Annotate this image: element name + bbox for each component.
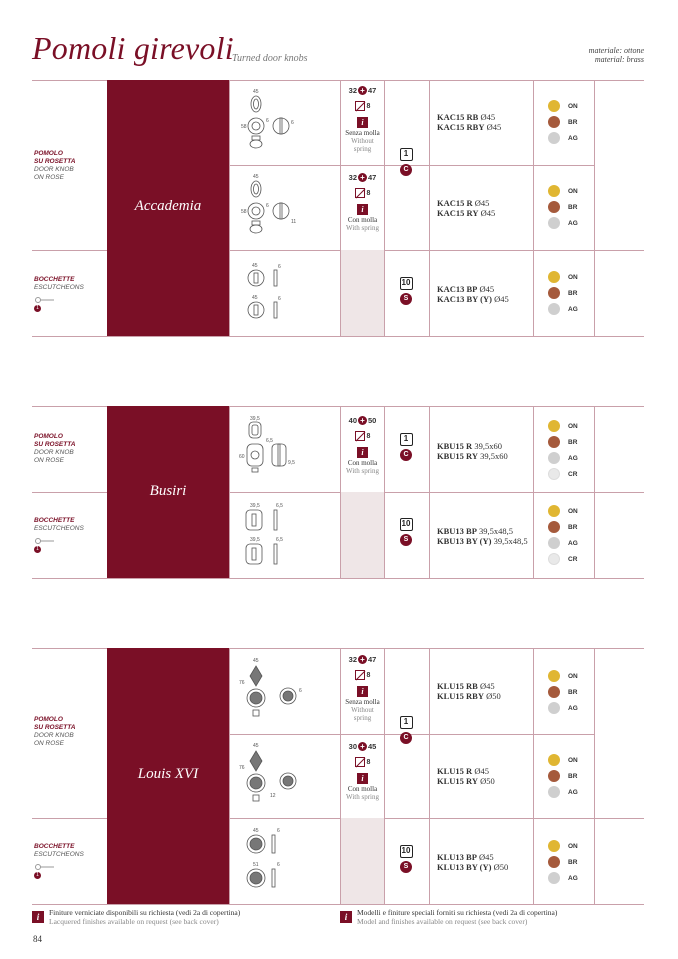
category-knob: POMOLO SU ROSETTA DOOR KNOB ON ROSE (34, 716, 76, 747)
svg-text:76: 76 (239, 765, 245, 771)
spec-background (340, 492, 384, 578)
category-knob: POMOLO SU ROSETTA DOOR KNOB ON ROSE (34, 433, 76, 464)
divider (32, 578, 644, 579)
svg-text:6: 6 (278, 296, 281, 302)
escutcheon-badge: 1 (34, 305, 41, 312)
footer-note-1: i Finiture verniciate disponibili su richiesta (vedi 2a di copertina) Lacquered finishes available on request (see back cover) (32, 909, 332, 926)
divider (429, 406, 430, 578)
product-codes: KAC15 R Ø45 KAC15 RY Ø45 (437, 198, 496, 218)
escutcheon-badge: 1 (34, 872, 41, 879)
svg-text:76: 76 (239, 680, 245, 686)
finish-list: ON BR AG (548, 98, 578, 146)
divider (32, 904, 644, 905)
svg-text:39,5: 39,5 (250, 537, 260, 543)
finish-list: ON BR AG CR (548, 418, 578, 482)
page-subtitle: Turned door knobs (232, 53, 308, 64)
svg-text:6: 6 (266, 203, 269, 209)
page-number: 84 (33, 934, 42, 944)
divider (229, 406, 230, 578)
svg-text:45: 45 (252, 295, 258, 301)
divider (594, 406, 595, 578)
svg-text:60: 60 (239, 454, 245, 460)
svg-text:6,5: 6,5 (266, 438, 273, 444)
product-codes: KAC13 BP Ø45 KAC13 BY (Y) Ø45 (437, 284, 509, 304)
divider (229, 80, 230, 336)
svg-text:6,5: 6,5 (276, 537, 283, 543)
divider (429, 648, 430, 904)
finish-list: ON BR AG (548, 269, 578, 317)
svg-text:6: 6 (291, 120, 294, 126)
category-escutcheon: BOCCHETTE ESCUTCHEONS (34, 843, 84, 858)
svg-text:39,5: 39,5 (250, 416, 260, 422)
model-block-louis-xvi (107, 648, 229, 904)
svg-text:6: 6 (278, 264, 281, 270)
pack-icon: 1 C (398, 148, 414, 176)
divider (533, 648, 534, 904)
divider (32, 336, 644, 337)
svg-text:6: 6 (277, 862, 280, 868)
svg-text:12: 12 (270, 793, 276, 799)
pack-icon: 10 S (398, 277, 414, 305)
svg-text:11: 11 (291, 219, 297, 225)
material-note (589, 46, 644, 64)
divider (229, 648, 230, 904)
svg-text:45: 45 (252, 263, 258, 269)
material-it: materiale: ottone (588, 46, 644, 55)
material-en: material: brass (594, 55, 644, 64)
svg-text:9,5: 9,5 (288, 460, 295, 466)
svg-text:58: 58 (241, 124, 247, 130)
category-escutcheon: BOCCHETTE ESCUTCHEONS (34, 276, 84, 291)
divider (429, 80, 430, 336)
divider (384, 406, 385, 578)
model-block-busiri (107, 406, 229, 578)
finish-list: ON BR AG (548, 183, 578, 231)
escutcheon-drawing (236, 826, 336, 898)
svg-text:6: 6 (299, 688, 302, 694)
spec-knob-1: 32 + 47 8 i Senza molla Without spring (345, 655, 380, 722)
spec-knob-1: 32 + 47 8 i Senza molla Without spring (345, 86, 380, 153)
pack-icon: 1 C (398, 716, 414, 744)
product-codes: KBU13 BP 39,5x48,5 KBU13 BY (Y) 39,5x48,5 (437, 526, 528, 546)
spec-background (340, 818, 384, 904)
svg-text:6: 6 (266, 118, 269, 124)
product-codes: KLU15 R Ø45 KLU15 RY Ø50 (437, 766, 495, 786)
knob-drawing (236, 173, 336, 245)
model-name: Accademia (134, 198, 202, 214)
knob-drawing (236, 741, 336, 815)
finish-list: ON BR AG (548, 752, 578, 800)
svg-text:6: 6 (277, 828, 280, 834)
svg-text:6,5: 6,5 (276, 503, 283, 509)
spec-knob-2: 32 + 47 8 i Con molla With spring (346, 173, 379, 232)
finish-list: ON BR AG (548, 838, 578, 886)
knob-drawing (236, 88, 336, 160)
product-codes: KBU15 R 39,5x60 KBU15 RY 39,5x60 (437, 441, 508, 461)
svg-text:45: 45 (253, 743, 259, 749)
finish-list: ON BR AG CR (548, 503, 578, 567)
product-codes: KAC15 RB Ø45 KAC15 RBY Ø45 (437, 112, 502, 132)
divider (594, 80, 595, 336)
spec-background (340, 250, 384, 336)
svg-text:45: 45 (253, 658, 259, 664)
page-title: Pomoli girevoli (32, 30, 234, 66)
spec-knob: 40 + 50 8 i Con molla With spring (346, 416, 379, 475)
divider (384, 648, 385, 904)
footer-note-2: i Modelli e finiture speciali forniti su richiesta (vedi 2a di copertina) Model and finishes available on request (see back cover) (340, 909, 640, 926)
svg-text:45: 45 (253, 89, 259, 95)
svg-text:51: 51 (253, 862, 259, 868)
knob-drawing (236, 656, 336, 730)
product-codes: KLU13 BP Ø45 KLU13 BY (Y) Ø50 (437, 852, 509, 872)
divider (533, 80, 534, 336)
info-icon: i (340, 911, 352, 923)
product-codes: KLU15 RB Ø45 KLU15 RBY Ø50 (437, 681, 501, 701)
divider (384, 80, 385, 336)
escutcheon-drawing (236, 500, 336, 572)
finish-list: ON BR AG (548, 668, 578, 716)
escutcheon-badge: 1 (34, 546, 41, 553)
pack-icon: 10 S (398, 518, 414, 546)
pack-icon: 10 S (398, 845, 414, 873)
pack-icon: 1 C (398, 433, 414, 461)
knob-drawing (236, 414, 336, 486)
info-icon: i (32, 911, 44, 923)
category-knob: POMOLO SU ROSETTA DOOR KNOB ON ROSE (34, 150, 76, 181)
svg-text:58: 58 (241, 209, 247, 215)
spec-knob-2: 30 + 45 8 i Con molla With spring (346, 742, 379, 801)
svg-text:45: 45 (253, 174, 259, 180)
escutcheon-drawing (236, 260, 336, 330)
category-escutcheon: BOCCHETTE ESCUTCHEONS (34, 517, 84, 532)
model-name: Louis XVI (137, 766, 199, 782)
svg-text:45: 45 (253, 828, 259, 834)
divider (594, 648, 595, 904)
model-name: Busiri (149, 483, 187, 499)
svg-text:39,5: 39,5 (250, 503, 260, 509)
model-block-accademia (107, 80, 229, 336)
divider (533, 406, 534, 578)
